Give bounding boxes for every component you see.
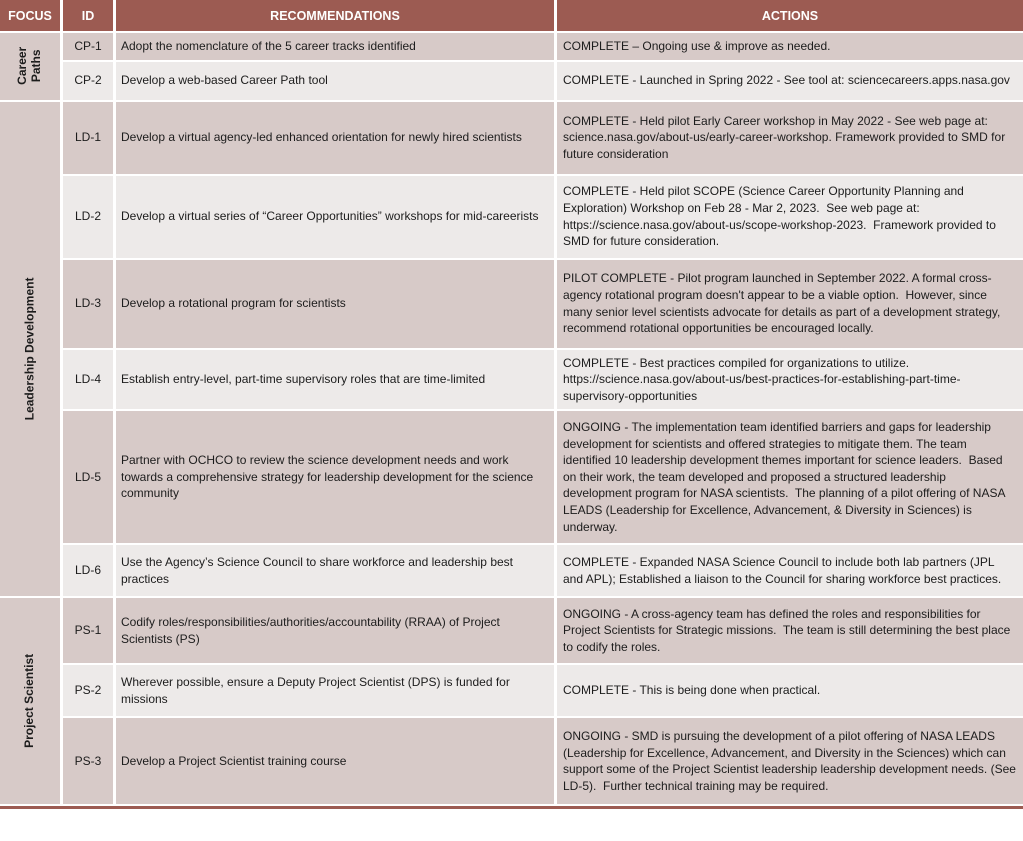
focus-group-label: Leadership Development xyxy=(22,277,37,421)
focus-group-label: Project Scientist xyxy=(22,654,37,749)
recommendation-cell: Use the Agency’s Science Council to share workforce and leadership best practices xyxy=(116,545,557,598)
table-row xyxy=(0,411,1023,545)
recommendation-cell: Develop a virtual series of “Career Opportunities” workshops for mid-careerists xyxy=(116,176,557,260)
table-row xyxy=(0,176,1023,260)
recommendation-cell: Wherever possible, ensure a Deputy Project Scientist (DPS) is funded for missions xyxy=(116,665,557,718)
action-cell: PILOT COMPLETE - Pilot program launched in September 2022. A formal cross-agency rotational program doesn't appear to be a viable option. However, since many senior level scientists advocate for details as part of a development strategy, recommend rotational opportunities be encouraged locally. xyxy=(557,260,1023,350)
action-cell: COMPLETE - Expanded NASA Science Council to include both lab partners (JPL and APL); Established a liaison to the Council for sharing workforce best practices. xyxy=(557,545,1023,598)
action-cell: COMPLETE - Held pilot Early Career workshop in May 2022 - See web page at: science.nasa.gov/about-us/early-career-workshop. Framework provided to SMD for future consideration xyxy=(557,102,1023,176)
recommendation-cell: Partner with OCHCO to review the science development needs and work towards a comprehensive strategy for leadership development for the science community xyxy=(116,411,557,545)
action-cell: COMPLETE - Best practices compiled for organizations to utilize. https://science.nasa.gov/about-us/best-practices-for-establishing-part-time-supervisory-opportunities xyxy=(557,350,1023,412)
id-cell: LD-3 xyxy=(63,260,116,350)
action-cell: ONGOING - A cross-agency team has defined the roles and responsibilities for Project Scientists for Strategic missions. The team is still determining the best place to codify the roles. xyxy=(557,598,1023,665)
table-row xyxy=(0,260,1023,350)
action-cell: COMPLETE – Ongoing use & improve as needed. xyxy=(557,33,1023,62)
column-header-id: ID xyxy=(63,0,116,33)
column-header-focus: FOCUS xyxy=(0,0,63,33)
action-cell: COMPLETE - Held pilot SCOPE (Science Career Opportunity Planning and Exploration) Workshop on Feb 28 - Mar 2, 2023. See web page at: https://science.nasa.gov/about-us/scope-workshop-2023. Framework provided to SMD for future consideration. xyxy=(557,176,1023,260)
id-cell: PS-1 xyxy=(63,598,116,665)
table-row xyxy=(0,665,1023,718)
id-cell: PS-2 xyxy=(63,665,116,718)
recommendation-cell: Establish entry-level, part-time supervisory roles that are time-limited xyxy=(116,350,557,412)
focus-group-cell xyxy=(0,102,63,599)
id-cell: LD-6 xyxy=(63,545,116,598)
id-cell: CP-1 xyxy=(63,33,116,62)
table-row xyxy=(0,545,1023,598)
focus-group-cell xyxy=(0,598,63,806)
id-cell: CP-2 xyxy=(63,62,116,102)
recommendation-cell: Develop a virtual agency-led enhanced orientation for newly hired scientists xyxy=(116,102,557,176)
action-cell: COMPLETE - Launched in Spring 2022 - See tool at: sciencecareers.apps.nasa.gov xyxy=(557,62,1023,102)
focus-group-cell xyxy=(0,33,63,102)
id-cell: LD-5 xyxy=(63,411,116,545)
recommendation-cell: Develop a web-based Career Path tool xyxy=(116,62,557,102)
action-cell: COMPLETE - This is being done when practical. xyxy=(557,665,1023,718)
recommendation-cell: Adopt the nomenclature of the 5 career tracks identified xyxy=(116,33,557,62)
recommendation-cell: Develop a rotational program for scientists xyxy=(116,260,557,350)
id-cell: PS-3 xyxy=(63,718,116,806)
header-row xyxy=(0,0,1023,33)
id-cell: LD-1 xyxy=(63,102,116,176)
column-header-recommendations: RECOMMENDATIONS xyxy=(116,0,557,33)
recommendation-cell: Develop a Project Scientist training course xyxy=(116,718,557,806)
table-row xyxy=(0,350,1023,412)
table-row xyxy=(0,598,1023,665)
focus-group-label: Career Paths xyxy=(15,47,43,86)
id-cell: LD-4 xyxy=(63,350,116,412)
action-cell: ONGOING - SMD is pursuing the development of a pilot offering of NASA LEADS (Leadership for Excellence, Advancement, and Diversity in the Sciences) which can support some of the Project Scientist leadership leadership development needs. (See LD-5). Further technical training may be required. xyxy=(557,718,1023,806)
column-header-actions: ACTIONS xyxy=(557,0,1023,33)
table-row xyxy=(0,33,1023,62)
table-row xyxy=(0,62,1023,102)
table-row xyxy=(0,718,1023,806)
table-row xyxy=(0,102,1023,176)
recommendation-cell: Codify roles/responsibilities/authorities/accountability (RRAA) of Project Scientists (PS) xyxy=(116,598,557,665)
id-cell: LD-2 xyxy=(63,176,116,260)
action-cell: ONGOING - The implementation team identified barriers and gaps for leadership development for scientists and offered strategies to mitigate them. The team identified 10 leadership development themes important for science leaders. Based on their work, the team developed and proposed a structured leadership development program for NASA scientists. The planning of a pilot offering of NASA LEADS (Leadership for Excellence, Advancement, & Diversity in Sciences) is underway. xyxy=(557,411,1023,545)
